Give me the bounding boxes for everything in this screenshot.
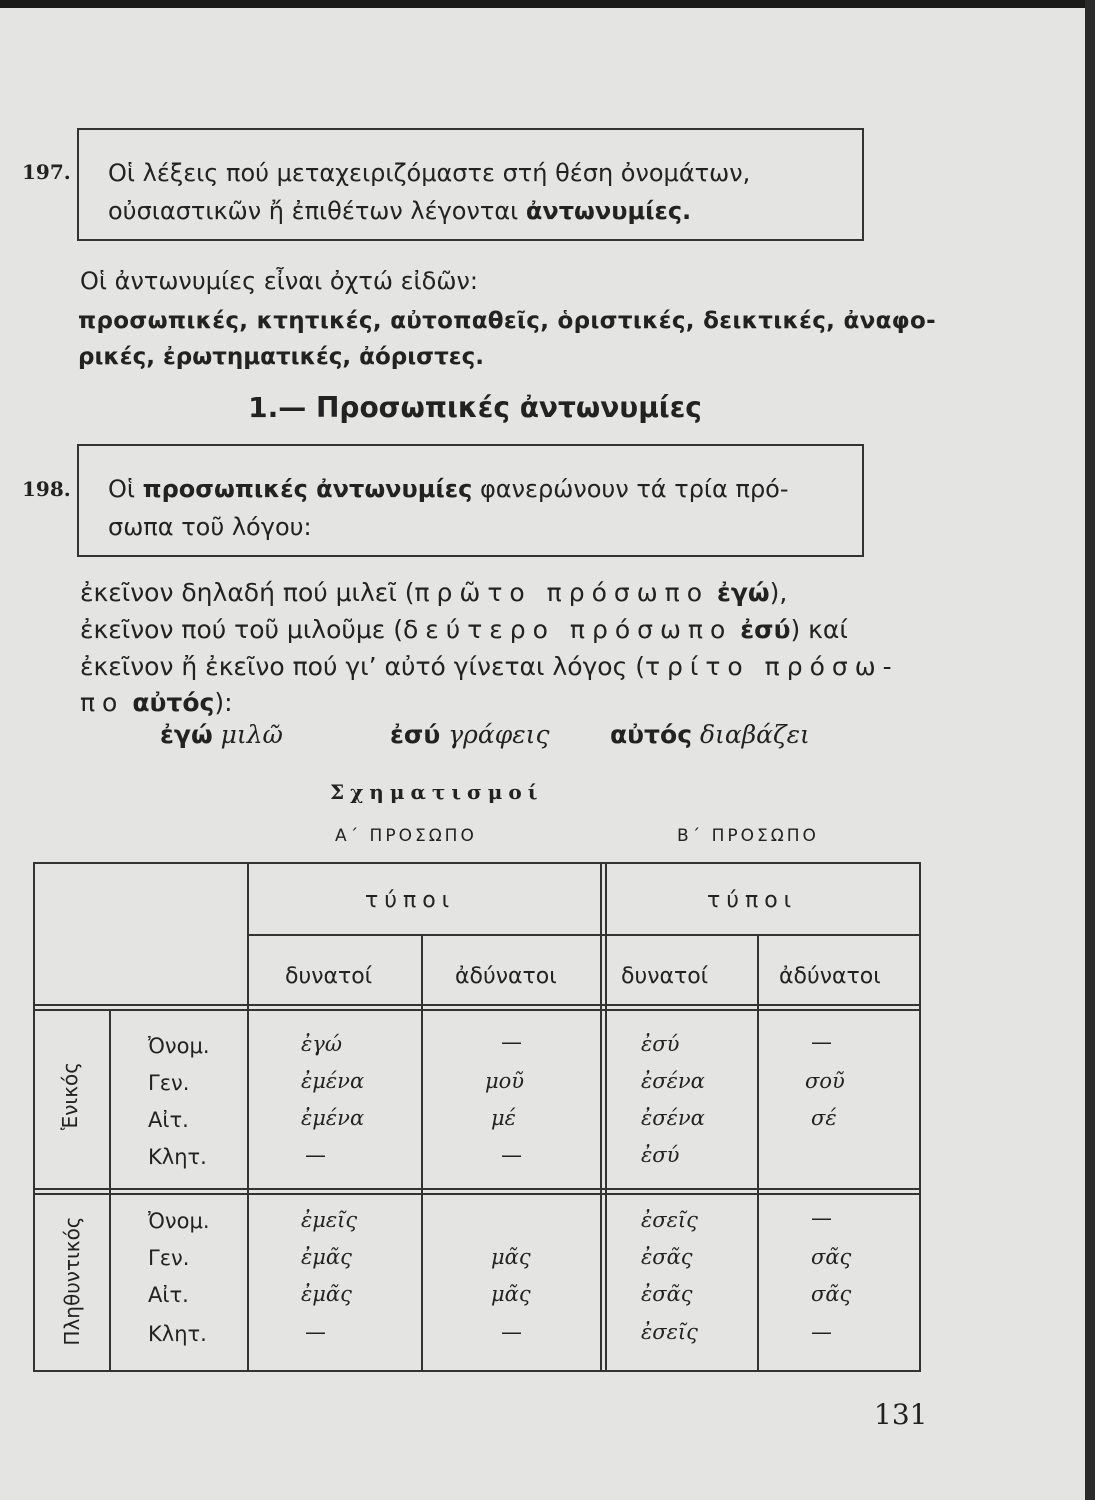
case-vocative: Κλητ. <box>148 1322 207 1346</box>
definition-198-line2: σωπα τοῦ λόγου: <box>108 513 312 541</box>
example-2-verb: γράφεις <box>448 720 550 749</box>
person-2-text: ἐκεῖνον πού τοῦ μιλοῦμε ( <box>80 615 403 644</box>
person-3-term: τρίτο πρόσω- <box>644 652 899 681</box>
form-cell: — <box>811 1320 832 1344</box>
person-2-post: ) καί <box>790 615 848 644</box>
case-nominative: Ὀνομ. <box>148 1034 210 1058</box>
form-cell: ἐσύ <box>641 1143 680 1167</box>
table-divider <box>247 934 919 936</box>
case-nominative: Ὀνομ. <box>148 1209 210 1233</box>
form-cell: — <box>501 1030 522 1054</box>
form-cell: ἐσεῖς <box>641 1208 698 1232</box>
page-number: 131 <box>874 1398 928 1431</box>
form-cell: σέ <box>811 1106 837 1130</box>
form-cell: ἐσένα <box>641 1069 705 1093</box>
example-2 <box>390 716 549 754</box>
person-2-pronoun: ἐσύ <box>740 615 791 644</box>
form-cell: ἐμένα <box>301 1106 365 1130</box>
weak-header-p2: ἀδύνατοι <box>779 964 881 989</box>
person-1-term: πρῶτο πρόσωπο <box>414 578 709 607</box>
person-3-line <box>80 648 899 686</box>
form-cell: ἐμᾶς <box>301 1245 352 1269</box>
form-cell: — <box>305 1143 326 1167</box>
form-cell: ἐμεῖς <box>301 1208 358 1232</box>
case-accusative: Αἰτ. <box>148 1283 189 1307</box>
second-person-label: Β΄ ΠΡΟΣΩΠΟ <box>677 826 819 846</box>
table-divider <box>35 1188 919 1190</box>
person-1-post: ), <box>769 578 788 607</box>
form-cell: ἐμᾶς <box>301 1282 352 1306</box>
kinds-list-line1: προσωπικές, κτητικές, αὐτοπαθεῖς, ὁριστικές, δεικτικές, ἀναφο- <box>78 308 936 334</box>
form-cell: — <box>501 1143 522 1167</box>
person-3-pronoun: αὐτός <box>132 688 215 717</box>
definition-197-text: οὐσιαστικῶν ἤ ἐπιθέτων λέγονται <box>108 197 526 225</box>
example-2-pronoun: ἐσύ <box>390 720 441 749</box>
person-1-line <box>80 574 787 612</box>
case-vocative: Κλητ. <box>148 1145 207 1169</box>
form-cell: μᾶς <box>491 1245 531 1269</box>
definition-197-line2 <box>108 192 691 230</box>
form-cell: μᾶς <box>491 1282 531 1306</box>
form-cell: — <box>811 1206 832 1230</box>
form-cell: ἐσένα <box>641 1106 705 1130</box>
example-1-pronoun: ἐγώ <box>160 720 213 749</box>
definition-198-post: φανερώνουν τά τρία πρό- <box>472 475 789 503</box>
table-divider <box>605 864 607 1370</box>
table-divider <box>421 934 423 1370</box>
table-divider <box>35 1004 919 1006</box>
book-edge <box>1085 0 1095 1500</box>
person-3-text: ἐκεῖνον ἤ ἐκεῖνο πού γι’ αὐτό γίνεται λόγος ( <box>80 652 645 681</box>
form-cell: — <box>501 1320 522 1344</box>
singular-label: Ἑνικός <box>58 1062 82 1130</box>
example-3-pronoun: αὐτός <box>610 720 693 749</box>
table-divider <box>600 864 602 1370</box>
term-antonymies: ἀντωνυμίες. <box>525 197 692 225</box>
example-3-verb: διαβάζει <box>699 720 810 749</box>
table-divider <box>35 1009 919 1011</box>
form-cell: ἐσᾶς <box>641 1282 693 1306</box>
person-3-term-end: πο <box>80 688 125 717</box>
form-cell: μέ <box>491 1106 516 1130</box>
section-number-198: 198. <box>22 477 71 501</box>
definition-198-line1 <box>108 470 789 508</box>
kinds-list-line2: ρικές, ἐρωτηματικές, ἀόριστες. <box>78 344 484 370</box>
table-title: Σχηματισμοί <box>330 780 544 804</box>
form-cell: σᾶς <box>811 1282 852 1306</box>
example-1-verb: μιλῶ <box>220 720 283 749</box>
term-personal-pronouns: προσωπικές ἀντωνυμίες <box>142 475 473 503</box>
person-1-pronoun: ἐγώ <box>716 578 770 607</box>
form-cell: — <box>305 1320 326 1344</box>
types-header-p1: τύποι <box>365 888 456 913</box>
form-cell: ἐσᾶς <box>641 1245 693 1269</box>
example-3 <box>610 716 810 754</box>
table-divider <box>35 1193 919 1195</box>
case-genitive: Γεν. <box>148 1246 190 1270</box>
person-1-text: ἐκεῖνον δηλαδή πού μιλεῖ ( <box>80 578 415 607</box>
weak-header-p1: ἀδύνατοι <box>455 964 557 989</box>
form-cell: σᾶς <box>811 1245 852 1269</box>
types-header-p2: τύποι <box>707 888 798 913</box>
kinds-intro: Οἱ ἀντωνυμίες εἶναι ὀχτώ εἰδῶν: <box>80 267 478 295</box>
form-cell: μοῦ <box>485 1069 525 1093</box>
section-heading: 1.— Προσωπικές ἀντωνυμίες <box>248 391 702 424</box>
table-divider <box>757 934 759 1370</box>
section-number-197: 197. <box>22 160 71 184</box>
book-page <box>0 8 1085 1500</box>
form-cell: ἐμένα <box>301 1069 365 1093</box>
definition-197-line1: Οἱ λέξεις πού μεταχειριζόμαστε στή θέση ὀνομάτων, <box>108 159 751 187</box>
table-divider <box>247 864 249 1370</box>
form-cell: ἐγώ <box>301 1032 342 1056</box>
person-3-post: ): <box>214 688 233 717</box>
example-1 <box>160 716 283 754</box>
case-genitive: Γεν. <box>148 1071 190 1095</box>
form-cell: ἐσύ <box>641 1032 680 1056</box>
form-cell: σοῦ <box>805 1069 845 1093</box>
person-2-line <box>80 611 848 649</box>
definition-198-pre: Οἱ <box>108 475 143 503</box>
strong-header-p1: δυνατοί <box>285 964 373 989</box>
plural-label: Πληθυντικός <box>60 1216 84 1346</box>
forms-table <box>33 862 921 1372</box>
first-person-label: Α΄ ΠΡΟΣΩΠΟ <box>335 826 477 846</box>
strong-header-p2: δυνατοί <box>621 964 709 989</box>
case-accusative: Αἰτ. <box>148 1108 189 1132</box>
form-cell: ἐσεῖς <box>641 1320 698 1344</box>
person-2-term: δεύτερο πρόσωπο <box>402 615 733 644</box>
form-cell: — <box>811 1030 832 1054</box>
